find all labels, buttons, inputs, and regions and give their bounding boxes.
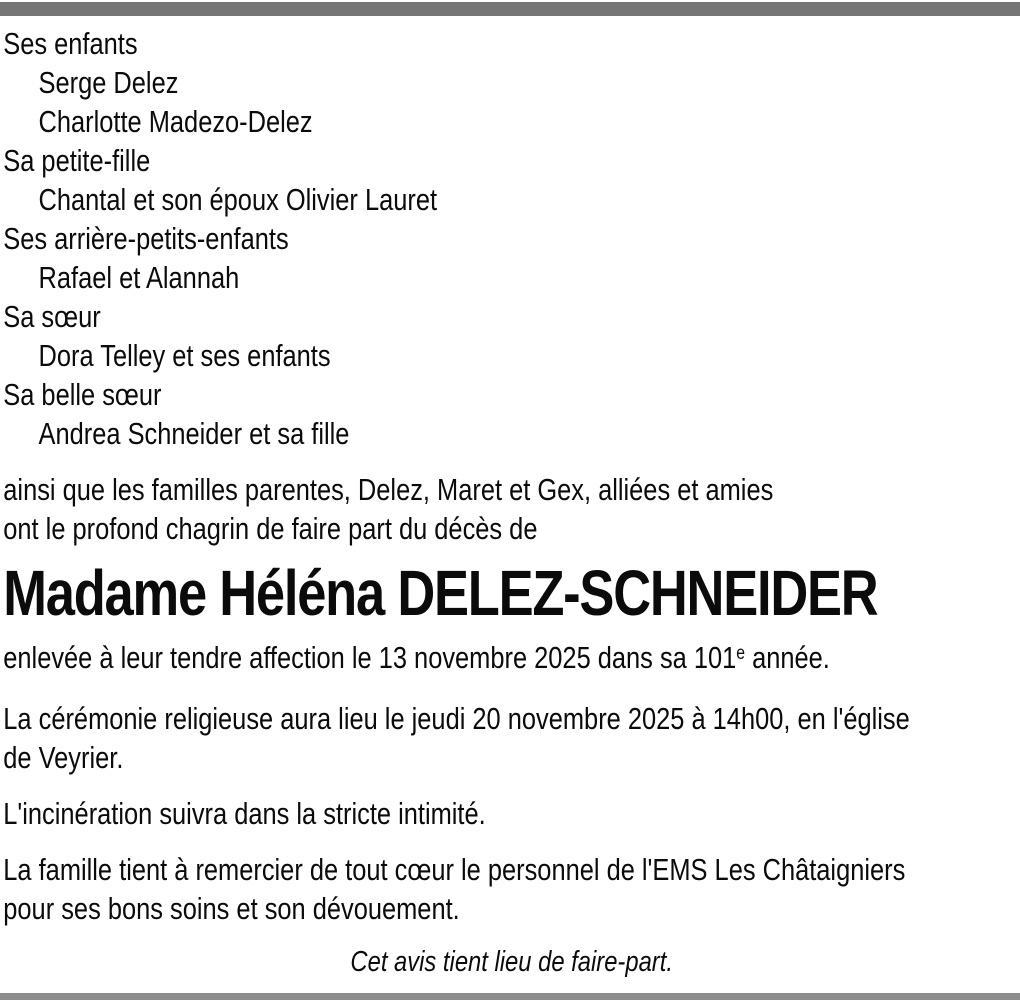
- closing-formula: Cet avis tient lieu de faire-part.: [350, 946, 673, 978]
- ordinal-superscript: e: [736, 643, 746, 665]
- thanks-paragraph: [3, 850, 1020, 928]
- family-relation-label: Ses arrière-petits-enfants: [3, 221, 289, 256]
- death-date-text: enlevée à leur tendre affection le 13 novembre 2025 dans sa 101: [3, 640, 737, 675]
- ceremony-line: de Veyrier.: [3, 740, 124, 775]
- family-member-name: Serge Delez: [38, 65, 179, 100]
- family-member-name: Dora Telley et ses enfants: [38, 338, 331, 373]
- family-relation-label: Sa belle sœur: [3, 377, 162, 412]
- family-relation-label: Sa petite-fille: [3, 143, 151, 178]
- thanks-line: La famille tient à remercier de tout cœur le personnel de l'EMS Les Châtaigniers: [3, 852, 906, 887]
- family-member-name: Chantal et son époux Olivier Lauret: [38, 182, 438, 217]
- ceremony-paragraph: [3, 699, 1020, 777]
- intro-line: ainsi que les familles parentes, Delez, Maret et Gex, alliées et amies: [3, 472, 774, 507]
- family-member-name: Rafael et Alannah: [38, 260, 240, 295]
- family-relation-label: Sa sœur: [3, 299, 101, 334]
- family-member-name: Charlotte Madezo-Delez: [38, 104, 313, 139]
- intro-paragraph: [3, 470, 1020, 548]
- family-list: [3, 24, 1020, 453]
- family-member-name: Andrea Schneider et sa fille: [38, 416, 350, 451]
- ceremony-line: La cérémonie religieuse aura lieu le jeudi 20 novembre 2025 à 14h00, en l'église: [3, 701, 910, 736]
- family-relation-label: Ses enfants: [3, 26, 138, 61]
- deceased-name-title: Madame Héléna DELEZ-SCHNEIDER: [3, 557, 878, 629]
- intro-line: ont le profond chagrin de faire part du décès de: [3, 511, 538, 546]
- death-date-text-end: année.: [745, 640, 830, 675]
- thanks-line: pour ses bons soins et son dévouement.: [3, 891, 460, 926]
- cremation-line: L'incinération suivra dans la stricte intimité.: [3, 796, 486, 831]
- bottom-divider-bar: [0, 993, 1020, 1000]
- death-date-line: [3, 638, 1020, 682]
